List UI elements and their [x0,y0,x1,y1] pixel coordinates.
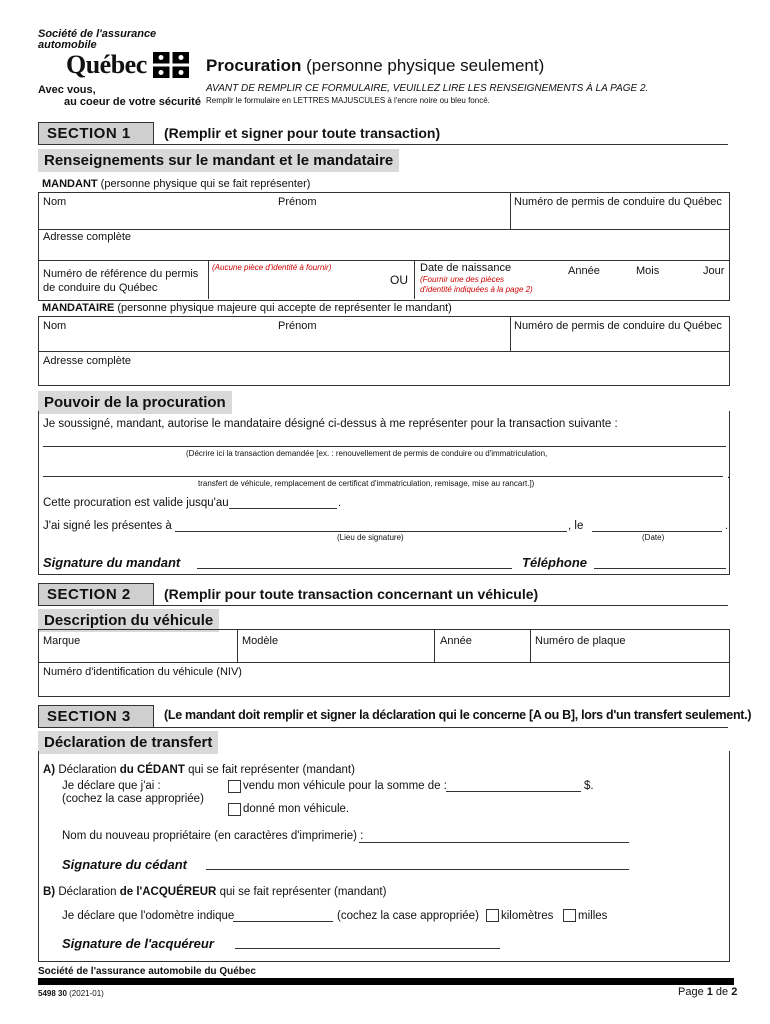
mandataire-permis-field[interactable]: Numéro de permis de conduire du Québec [514,320,722,332]
logo-word: Québec [66,50,147,79]
nom-proprio-line[interactable] [359,842,629,843]
declaration-transfert-header: Déclaration de transfert [38,731,218,754]
decrire-note-1: (Décrire ici la transaction demandée [ex. : renouvellement de permis de conduire ou d'immatriculation, [186,449,548,458]
page-prefix: Page [678,986,707,998]
niv-field[interactable]: Numéro d'identification du véhicule (NIV) [43,666,242,678]
section2-title: (Remplir pour toute transaction concernant un véhicule) [164,586,539,602]
pouvoir-header: Pouvoir de la procuration [38,391,232,414]
description-vehicule-header: Description du véhicule [38,609,219,632]
mandataire-prenom-field[interactable]: Prénom [278,320,317,332]
km-checkbox[interactable] [486,909,499,922]
declaration-a [43,764,355,776]
section3-title: (Le mandant doit remplir et signer la déclaration qui le concerne [A ou B], lors d'un transfert seulement.) [164,708,752,722]
marque-field[interactable]: Marque [43,635,81,647]
pouvoir-text: Je soussigné, mandant, autorise le mandataire désigné ci-dessus à me représenter pour la transaction suivante : [43,418,618,430]
mandataire-adresse-field[interactable]: Adresse complète [43,355,132,367]
a-bold: du CÉDANT [119,764,185,776]
vehicule-grid [38,629,730,697]
fleur-de-lys-flag-icon [153,52,189,78]
le-label: , le [568,520,584,532]
mandataire-label [42,302,452,314]
odometre-label: Je déclare que l'odomètre indique [62,910,235,922]
section1-title: (Remplir et signer pour toute transaction) [164,125,441,141]
ref-permis-field[interactable] [43,267,198,295]
quebec-logo [66,50,189,80]
slogan-line2: au coeur de votre sécurité [64,96,201,108]
b-bold: de l'ACQUÉREUR [119,886,217,898]
section2-tab: SECTION 2 [38,583,154,606]
signature-cedant-label: Signature du cédant [62,857,187,872]
signe-label: J'ai signé les présentes à [43,520,172,532]
mandant-adresse-field[interactable]: Adresse complète [43,231,132,243]
form-code [38,989,104,998]
decrire-note-2: transfert de véhicule, remplacement de certificat d'immatriculation, remisage, mise au rancart.]) [198,479,535,488]
lieu-note: (Lieu de signature) [337,533,404,542]
plaque-field[interactable]: Numéro de plaque [535,635,626,647]
ref-line2: de conduire du Québec [43,282,158,294]
mandant-permis-field[interactable]: Numéro de permis de conduire du Québec [514,196,722,208]
page-number [678,986,737,998]
signature-mandant-label: Signature du mandant [43,555,181,570]
telephone-line[interactable] [594,568,726,569]
dob-note [420,275,533,295]
mandataire-label-bold: MANDATAIRE [42,302,115,314]
b-text2: qui se fait représenter (mandant) [216,886,387,898]
section1-tab: SECTION 1 [38,122,154,145]
mandant-label-bold: MANDANT [42,178,98,190]
date-note: (Date) [642,533,665,542]
ref-line1: Numéro de référence du permis [43,268,199,280]
form-code-rest: (2021-01) [66,989,104,998]
b-text1: Déclaration [55,886,120,898]
org-line1: Société de l'assurance [38,28,157,40]
dob-note1: (Fournir une des pièces [420,275,505,284]
org-name [38,29,156,51]
a-prefix: A) [43,764,56,776]
form-title [206,56,544,76]
a-text1: Déclaration [55,764,120,776]
milles-label: milles [578,910,608,922]
declaration-b [43,886,386,898]
b-prefix: B) [43,886,56,898]
slogan [38,84,201,108]
slogan-line1: Avec vous, [38,84,96,96]
km-label: kilomètres [501,910,554,922]
signature-acquereur-line[interactable] [235,948,500,949]
cochez-label: (cochez la case appropriée) [62,793,204,805]
mandant-desc: (personne physique qui se fait représenter) [97,178,311,190]
valide-label: Cette procuration est valide jusqu'au [43,497,229,509]
telephone-label: Téléphone [522,555,588,570]
footer-bar [38,978,734,985]
date-line[interactable] [592,531,722,532]
form-title-bold: Procuration [206,56,302,75]
dob-note2: d'identité indiquées à la page 2) [420,285,533,294]
page-mid: de [712,986,732,998]
jour-label: Jour [703,265,725,277]
annee-label: Année [568,265,600,277]
ref-note: (Aucune pièce d'identité à fournir) [212,263,332,272]
page-num: 1 [706,986,713,998]
mandant-label [42,178,310,190]
dob-field[interactable]: Date de naissance [420,262,512,274]
instruction-2: Remplir le formulaire en LETTRES MAJUSCULES à l'encre noire ou bleu foncé. [206,96,490,105]
modele-field[interactable]: Modèle [242,635,279,647]
transaction-line-2[interactable] [43,476,723,477]
signature-acquereur-label: Signature de l'acquéreur [62,936,214,951]
mandataire-desc: (personne physique majeure qui accepte de représenter le mandant) [114,302,452,314]
donne-checkbox[interactable] [228,803,241,816]
mandant-mandataire-header: Renseignements sur le mandant et le mandataire [38,149,399,172]
page-total: 2 [731,986,738,998]
mois-label: Mois [636,265,660,277]
section3-tab: SECTION 3 [38,705,154,728]
transaction-line-1[interactable] [43,446,726,447]
signature-cedant-line[interactable] [206,869,629,870]
cochez2-label: (cochez la case appropriée) [337,910,479,922]
mandant-prenom-field[interactable]: Prénom [278,196,317,208]
declare-label: Je déclare que j'ai : [62,780,161,792]
odometre-line[interactable] [233,921,333,922]
donne-label: donné mon véhicule. [243,803,350,815]
annee-vehicule-field[interactable]: Année [440,635,472,647]
ou-label: OU [390,273,408,287]
valide-date-line[interactable] [229,508,337,509]
org-line2: automobile [38,39,97,51]
mandataire-nom-field[interactable]: Nom [43,320,67,332]
lieu-line[interactable] [175,531,567,532]
vendu-label: vendu mon véhicule pour la somme de : [243,780,447,792]
dollar-label: $. [584,780,594,792]
mandant-nom-field[interactable]: Nom [43,196,67,208]
vendu-checkbox[interactable] [228,780,241,793]
footer-org: Société de l'assurance automobile du Québec [38,966,256,977]
form-title-rest: (personne physique seulement) [301,56,545,75]
signature-mandant-line[interactable] [197,568,512,569]
instruction-1: AVANT DE REMPLIR CE FORMULAIRE, VEUILLEZ LIRE LES RENSEIGNEMENTS À LA PAGE 2. [206,83,649,94]
pouvoir-box [38,411,730,575]
form-code-bold: 5498 30 [38,989,67,998]
nom-proprio-label: Nom du nouveau propriétaire (en caractères d'imprimerie) : [62,830,364,842]
a-text2: qui se fait représenter (mandant) [184,764,355,776]
somme-line[interactable] [446,791,581,792]
milles-checkbox[interactable] [563,909,576,922]
